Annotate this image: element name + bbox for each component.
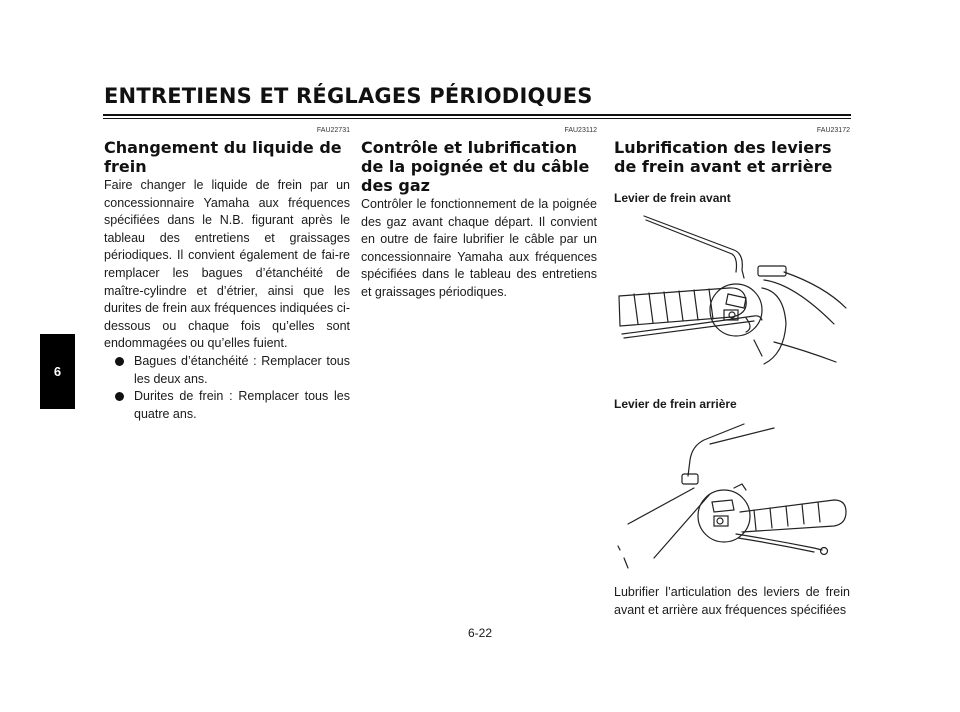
bullet-icon — [115, 357, 124, 366]
header-rule — [103, 114, 851, 116]
bullet-item: Bagues d’étanchéité : Remplacer tous les deux ans. — [104, 353, 350, 388]
bullet-list — [104, 353, 350, 423]
rear-brake-lever-illustration — [614, 416, 850, 576]
column-brake-fluid — [104, 126, 350, 423]
reference-code: FAU23112 — [564, 127, 597, 134]
body-paragraph: Lubrifier l’articulation des leviers de frein avant et arrière aux fréquences spécifiées — [614, 585, 850, 617]
section-heading: Contrôle et lubrification de la poignée et du câble des gaz — [361, 138, 590, 195]
section-heading: Changement du liquide de frein — [104, 138, 342, 176]
chapter-tab: 6 — [40, 334, 75, 409]
front-brake-lever-illustration — [614, 214, 850, 374]
page-number: 6-22 — [467, 626, 493, 640]
column-brake-levers — [614, 126, 850, 626]
section-heading: Lubrification des leviers de frein avant et arrière — [614, 138, 833, 176]
bullet-item: Durites de frein : Remplacer tous les quatre ans. — [104, 388, 350, 423]
reference-code: FAU23172 — [816, 127, 850, 134]
page-header-title: ENTRETIENS ET RÉGLAGES PÉRIODIQUES — [104, 84, 593, 108]
reference-code: FAU22731 — [316, 127, 350, 134]
header-rule-thin — [103, 118, 851, 119]
body-paragraph: Faire changer le liquide de frein par un concessionnaire Yamaha aux fréquences spécifiées dans le N.B. figurant après le tableau des entretiens et graissages périodiques. Il convient également de fai-re remplacer les bagues d’étanchéité de maître-cylindre et d’étrier, ainsi que les durites de frein aux fréquences indiquées ci-dessous ou chaque fois qu’elles sont endommagées ou qu’elles fuient. — [104, 178, 350, 351]
figure-label-front: Levier de frein avant — [614, 191, 731, 205]
figure-label-rear: Levier de frein arrière — [614, 397, 737, 411]
column-throttle — [361, 126, 597, 302]
bullet-icon — [115, 392, 124, 401]
body-paragraph: Contrôler le fonctionnement de la poignée des gaz avant chaque départ. Il convient en outre de faire lubrifier le câble par un concessionnaire Yamaha aux fréquences spécifiées dans le tableau des entretiens et graissages périodiques. — [361, 197, 597, 299]
